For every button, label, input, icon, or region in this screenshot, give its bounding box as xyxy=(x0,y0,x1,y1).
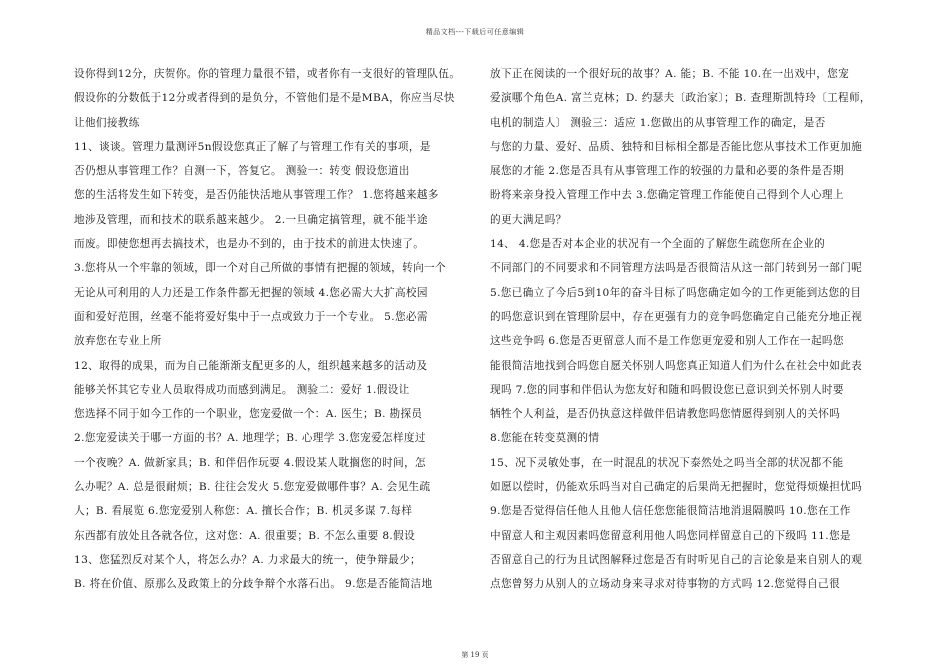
right-column-line: 电机的制造人〕 测验三：适应 1.您做出的从事管理工作的确定，是否 xyxy=(490,116,826,129)
left-column-line: 一个夜晚？A. 做新家具；B. 和伴侣作玩耍 4.假设某人耽搁您的时间，怎 xyxy=(74,456,426,469)
left-column-line: 13、您猛烈反对某个人，将怎么办？A. 力求最大的统一，使争辩最少； xyxy=(74,553,421,566)
right-column-line: 如愿以偿时，仍能欢乐吗当对自己确定的后果尚无把握时，您觉得烦燥担忧吗 xyxy=(490,481,863,494)
left-column-line: 假设你的分数低于12分或者得到的是负分，不管他们是不是MBA，你应当尽快 xyxy=(74,92,455,105)
right-column-line: 的更大满足吗？ xyxy=(490,213,567,226)
right-column-line: 5.您已确立了今后5到10年的奋斗目标了吗您确定如今的工作更能到达您的目 xyxy=(490,286,862,299)
right-column-line: 这些竞争吗 6.您是否更留意人而不是工作您更宠爱和别人工作在一起吗您 xyxy=(490,335,844,348)
left-column-line: B. 将在价值、原那么及政策上的分歧争辩个水落石出。 9.您是否能简洁地 xyxy=(74,578,433,591)
right-column-line: 盼将来亲身投入管理工作中去 3.您确定管理工作能使自己得到个人心理上 xyxy=(490,189,844,202)
left-column-line: 面和爱好范围，丝毫不能将爱好集中于一点或致力于一个专业。 5.您必需 xyxy=(74,310,428,323)
right-column-line: 放下正在阅读的一个很好玩的故事？A. 能；B. 不能 10.在一出戏中，您宠 xyxy=(490,68,850,80)
right-column-line: 牺牲个人利益，是否仍执意这样做伴侣请教您吗您情愿得到别人的关怀吗 xyxy=(490,408,841,421)
left-column-line: 11、谈谈。管理力量测评5n假设您真正了解了与管理工作有关的事项，是 xyxy=(74,140,431,153)
left-column-line: 否仍想从事管理工作？自测一下，答复它。 测验一：转变 假设您道出 xyxy=(74,165,410,178)
left-text-column xyxy=(74,62,476,597)
left-column-line: 人；B. 看展览 6.您宠爱别人称您：A. 擅长合作；B. 机灵多谋 7.每样 xyxy=(74,505,413,518)
right-column-line: 中留意人和主观因素吗您留意利用他人吗您同样留意自己的下级吗 11.您是 xyxy=(490,529,851,542)
left-column-line: 能够关怀其它专业人员取得成功而感到满足。 测验二：爱好 1.假设让 xyxy=(74,383,410,396)
right-column-line: 否留意自己的行为且试图解释过您是否有时听见自己的言论象是来自别人的观 xyxy=(490,553,863,566)
left-column-line: 么办呢？A. 总是很耐烦；B. 往往会发火 5.您宠爱做哪件事？A. 会见生疏 xyxy=(74,481,431,494)
right-column-line: 15、况下灵敏处事，在一时混乱的状况下泰然处之吗当全部的状况都不能 xyxy=(490,456,844,469)
right-column-line: 爱演哪个角色A. 富兰克林；D. 约瑟夫〔政治家〕；B. 查理斯凯特玲〔工程师， xyxy=(490,92,871,105)
right-column-line: 9.您是否觉得信任他人且他人信任您您能很简洁地消退隔膜吗 10.您在工作 xyxy=(490,505,851,518)
left-column-line: 您的生活将发生如下转变，是否仍能快活地从事管理工作？ 1.您将越来越多 xyxy=(74,189,439,202)
left-column-line: 地涉及管理，而和技术的联系越来越少。 2.一旦确定搞管理，就不能半途 xyxy=(74,213,428,226)
right-column-line: 现吗 7.您的同事和伴侣认为您友好和随和吗假设您已意识到关怀别人时要 xyxy=(490,383,844,396)
page-header: 精品文档---下载后可任意编辑 xyxy=(425,28,525,36)
left-column-line: 而废。即使您想再去搞技术，也是办不到的，由于技术的前进太快速了。 xyxy=(74,238,425,251)
left-column-line: 3.您将从一个牢靠的领域，即一个对自己所做的事情有把握的领域，转向一个 xyxy=(74,262,446,275)
right-text-column xyxy=(490,62,890,597)
left-column-line: 2.您宠爱读关于哪一方面的书？A. 地理学；B. 心理学 3.您宠爱怎样度过 xyxy=(74,432,426,445)
left-column-line: 让他们接教练 xyxy=(74,116,140,129)
right-column-line: 14、 4.您是否对本企业的状况有一个全面的了解您生疏您所在企业的 xyxy=(490,238,826,251)
page-footer: 第 19 页 xyxy=(461,651,489,659)
right-column-line: 的吗您意识到在管理阶层中，存在更强有力的竞争吗您确定自己能充分地正视 xyxy=(490,310,863,323)
right-column-line: 能很简洁地找到合吗您自愿关怀别人吗您真正知道人们为什么在社会中如此表 xyxy=(490,359,863,372)
left-column-line: 设你得到12分，庆贺你。你的管理力量很不错，或者你有一支很好的管理队伍。 xyxy=(74,68,461,80)
left-column-line: 东西都有放处且各就各位，这对您：A. 很重要；B. 不怎么重要 8.假设 xyxy=(74,529,416,542)
right-column-line: 展您的才能 2.您是否具有从事管理工作的较强的力量和必要的条件是否期 xyxy=(490,165,844,178)
left-column-line: 无论从可利用的人力还是工作条件都无把握的领域 4.您必需大大扩高校园 xyxy=(74,286,428,299)
right-column-line: 点您曾努力从别人的立场动身来寻求对待事物的方式吗 12.您觉得自己很 xyxy=(490,578,840,591)
right-column-line: 与您的力量、爱好、品质、独特和目标相全都是否能比您从事技术工作更加施 xyxy=(490,140,863,153)
left-column-line: 12、取得的成果，而为自己能渐渐支配更多的人，组织越来越多的活动及 xyxy=(74,359,428,372)
right-column-line: 8.您能在转变莫测的情 xyxy=(490,432,600,445)
left-column-line: 您选择不同于如今工作的一个职业，您宠爱做一个：A. 医生；B. 勘探员 xyxy=(74,408,423,421)
left-column-line: 放弃您在专业上所 xyxy=(74,335,162,348)
right-column-line: 不同部门的不同要求和不同管理方法吗是否很简洁从这一部门转到另一部门呢 xyxy=(490,262,863,275)
